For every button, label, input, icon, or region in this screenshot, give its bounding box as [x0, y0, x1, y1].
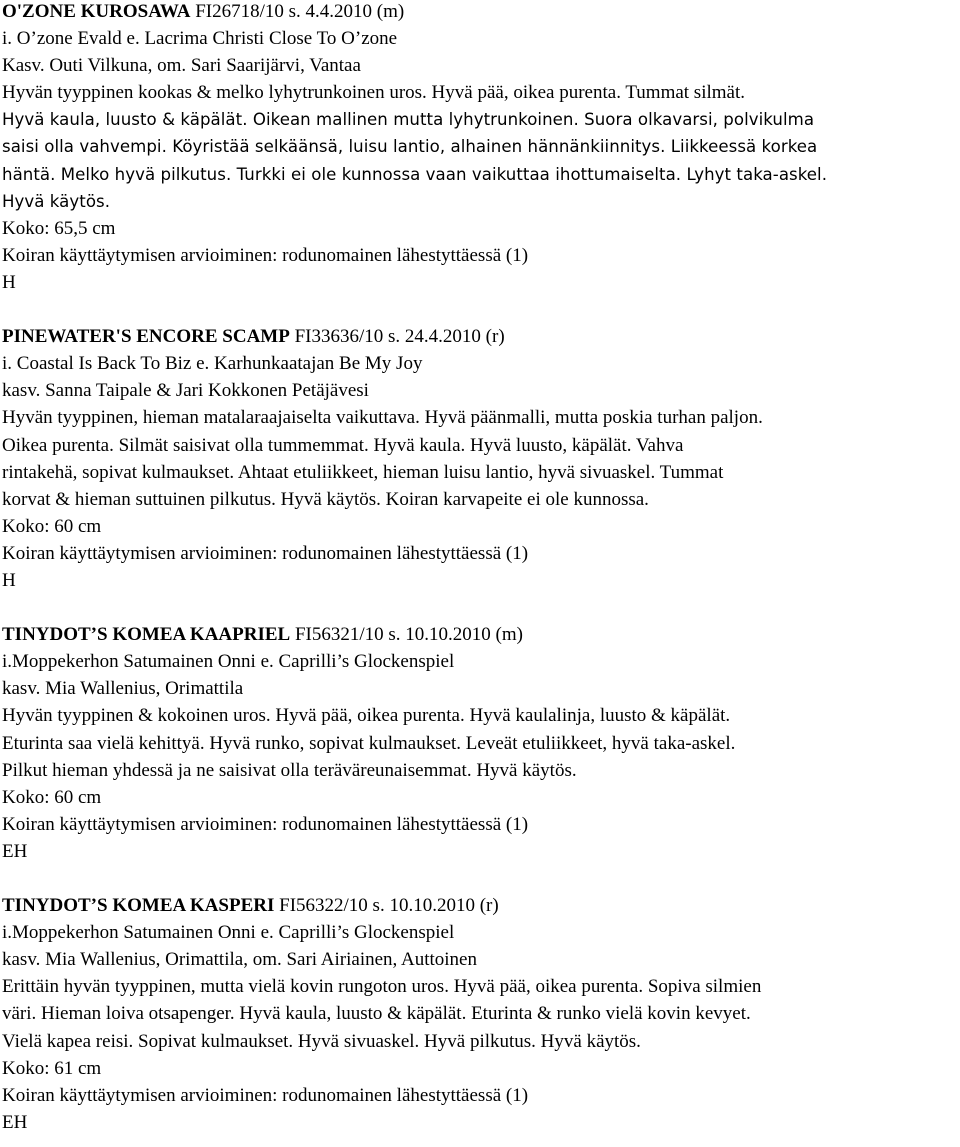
behavior-assessment: Koiran käyttäytymisen arvioiminen: rodunomainen lähestyttäessä (1) [2, 244, 529, 266]
breeder-owner-line: Kasv. Outi Vilkuna, om. Sari Saarijärvi, Vantaa [2, 55, 361, 77]
dog-name: TINYDOT’S KOMEA KAAPRIEL [2, 624, 291, 646]
registration-info: FI56322/10 s. 10.10.2010 (r) [279, 895, 499, 917]
critique-line: korvat & hieman suttuinen pilkutus. Hyvä käytös. Koiran karvapeite ei ole kunnossa. [2, 488, 649, 510]
dog-name: PINEWATER'S ENCORE SCAMP [2, 326, 290, 348]
critique-line: rintakehä, sopivat kulmaukset. Ahtaat etuliikkeet, hieman luisu lantio, hyvä sivuaskel. Tummat [2, 461, 724, 483]
critique-line: Eturinta saa vielä kehittyä. Hyvä runko, sopivat kulmaukset. Leveät etuliikkeet, hyvä taka-askel. [2, 732, 736, 754]
breeder-owner-line: kasv. Mia Wallenius, Orimattila, om. Sari Airiainen, Auttoinen [2, 949, 477, 971]
parents-line: i. O’zone Evald e. Lacrima Christi Close To O’zone [2, 28, 398, 50]
registration-info: FI33636/10 s. 24.4.2010 (r) [294, 326, 505, 348]
entry-header [2, 621, 957, 648]
critique-line: Hyvän tyyppinen & kokoinen uros. Hyvä pää, oikea purenta. Hyvä kaulalinja, luusto & käpälät. [2, 705, 731, 727]
parents-line: i. Coastal Is Back To Biz e. Karhunkaatajan Be My Joy [2, 353, 423, 375]
dog-entry [2, 323, 957, 594]
entry-header [2, 0, 957, 25]
entry-header [2, 323, 957, 350]
dog-entry [2, 0, 957, 296]
critique-line: Erittäin hyvän tyyppinen, mutta vielä kovin rungoton uros. Hyvä pää, oikea purenta. Sopiva silmien [2, 976, 762, 998]
entry-header [2, 892, 957, 919]
grade: H [2, 569, 16, 591]
critique-line: Hyvän tyyppinen kookas & melko lyhytrunkoinen uros. Hyvä pää, oikea purenta. Tummat silmät. [2, 82, 746, 104]
document-page [2, 0, 957, 1136]
dog-name: TINYDOT’S KOMEA KASPERI [2, 895, 275, 917]
critique-line: Oikea purenta. Silmät saisivat olla tummemmat. Hyvä kaula. Hyvä luusto, käpälät. Vahva [2, 434, 684, 456]
parents-line: i.Moppekerhon Satumainen Onni e. Caprilli’s Glockenspiel [2, 922, 455, 944]
registration-info: FI26718/10 s. 4.4.2010 (m) [195, 1, 405, 22]
dog-entry [2, 621, 957, 865]
size-line: Koko: 61 cm [2, 1057, 102, 1079]
critique-line: Pilkut hieman yhdessä ja ne saisivat olla teräväreunaisemmat. Hyvä käytös. [2, 759, 577, 781]
critique-line: väri. Hieman loiva otsapenger. Hyvä kaula, luusto & käpälät. Eturinta & runko vielä kovin kevyet. [2, 1003, 751, 1025]
breeder-owner-line: kasv. Sanna Taipale & Jari Kokkonen Petäjävesi [2, 380, 369, 402]
size-line: Koko: 60 cm [2, 786, 102, 808]
critique-line: Hyvä kaula, luusto & käpälät. Oikean mallinen mutta lyhytrunkoinen. Suora olkavarsi, polvikulma [2, 110, 815, 130]
behavior-assessment: Koiran käyttäytymisen arvioiminen: rodunomainen lähestyttäessä (1) [2, 542, 529, 564]
size-line: Koko: 60 cm [2, 515, 102, 537]
parents-line: i.Moppekerhon Satumainen Onni e. Caprilli’s Glockenspiel [2, 651, 455, 673]
grade: H [2, 271, 16, 293]
size-line: Koko: 65,5 cm [2, 217, 116, 239]
breeder-owner-line: kasv. Mia Wallenius, Orimattila [2, 678, 244, 700]
critique-line: Hyvän tyyppinen, hieman matalaraajaiselta vaikuttava. Hyvä päänmalli, mutta poskia turhan paljon. [2, 407, 763, 429]
registration-info: FI56321/10 s. 10.10.2010 (m) [294, 624, 523, 646]
critique-line: saisi olla vahvempi. Köyristää selkäänsä, luisu lantio, alhainen hännänkiinnitys. Liikkeessä korkea [2, 137, 818, 157]
critique-line: Vielä kapea reisi. Sopivat kulmaukset. Hyvä sivuaskel. Hyvä pilkutus. Hyvä käytös. [2, 1030, 641, 1052]
critique-line: häntä. Melko hyvä pilkutus. Turkki ei ole kunnossa vaan vaikuttaa ihottumaiselta. Lyhyt taka-askel. [2, 164, 828, 184]
grade: EH [2, 840, 28, 862]
critique-line: Hyvä käytös. [2, 191, 111, 211]
behavior-assessment: Koiran käyttäytymisen arvioiminen: rodunomainen lähestyttäessä (1) [2, 1084, 529, 1106]
dog-name: O'ZONE KUROSAWA [2, 1, 191, 22]
dog-entry [2, 892, 957, 1136]
behavior-assessment: Koiran käyttäytymisen arvioiminen: rodunomainen lähestyttäessä (1) [2, 813, 529, 835]
grade: EH [2, 1111, 28, 1133]
